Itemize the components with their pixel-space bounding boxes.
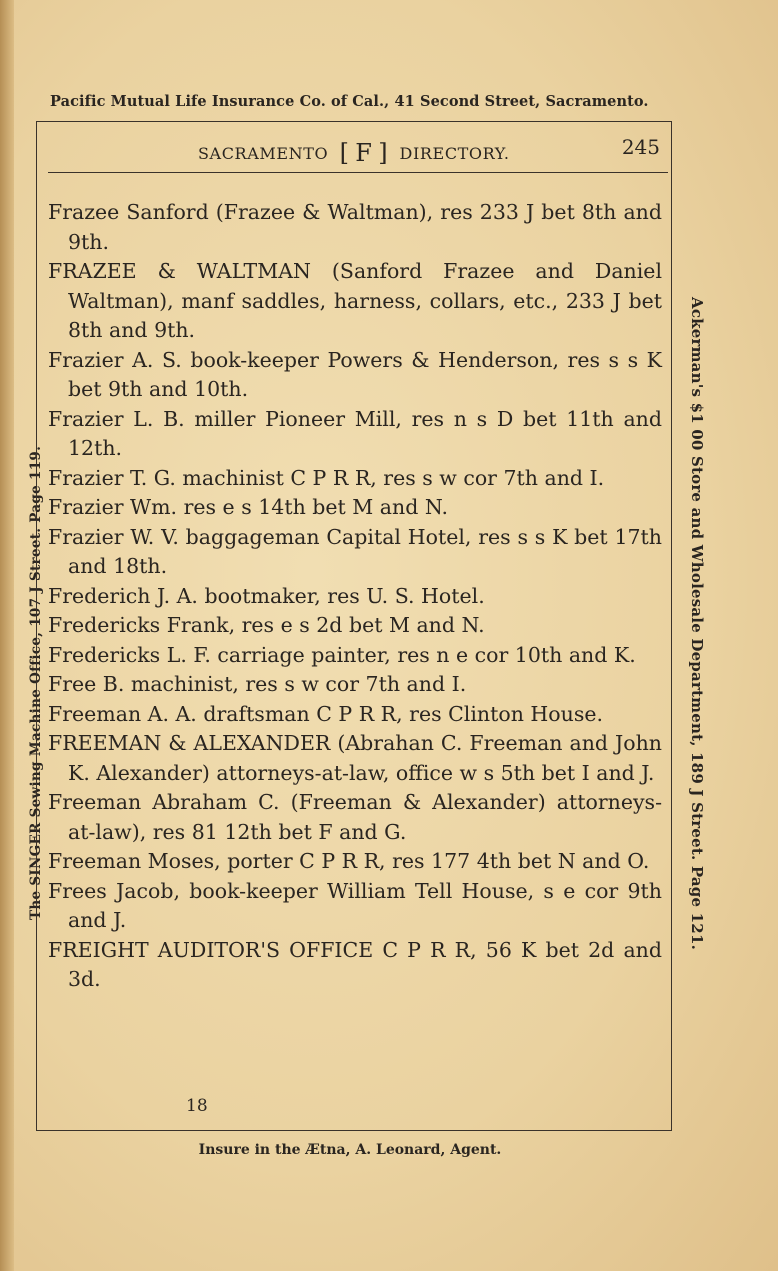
header-title <box>198 137 510 165</box>
bracket-open: [ <box>339 139 350 167</box>
header-section: DIRECTORY. <box>399 144 510 163</box>
header-rule <box>48 172 668 173</box>
directory-entry: Fredericks Frank, res e s 2d bet M and N. <box>48 613 485 637</box>
directory-entry: Frazier W. V. baggageman Capital Hotel, res s s K bet 17th and 18th. <box>48 524 662 578</box>
top-advertisement: Pacific Mutual Life Insurance Co. of Cal., 41 Second Street, Sacramento. <box>50 93 649 110</box>
directory-entry: Fredericks L. F. carriage painter, res n e cor 10th and K. <box>48 642 636 667</box>
directory-entry: Frederich J. A. bootmaker, res U. S. Hotel. <box>48 583 485 608</box>
directory-entry: Freeman Abraham C. (Freeman & Alexander) attorneys-at-law), res 81 12th bet F and G. <box>48 790 662 844</box>
directory-entry: Freeman Moses, porter C P R R, res 177 4th bet N and O. <box>48 849 650 873</box>
directory-entry: Frazee Sanford (Frazee & Waltman), res 233 J bet 8th and 9th. <box>48 200 662 254</box>
running-header <box>48 133 660 167</box>
directory-entry: Free B. machinist, res s w cor 7th and I. <box>48 672 467 696</box>
directory-entry: Freeman A. A. draftsman C P R R, res Clinton House. <box>48 701 604 726</box>
signature-mark: 18 <box>186 1096 208 1116</box>
left-advertisement: The SINGER Sewing Machine Office, 107 J Street. Page 119. <box>28 445 44 920</box>
directory-entry: Frees Jacob, book-keeper William Tell House, s e cor 9th and J. <box>48 878 662 932</box>
bracket-close: ] <box>378 139 389 167</box>
directory-entries <box>48 198 662 995</box>
binding-edge <box>0 0 14 1271</box>
header-city: SACRAMENTO <box>198 144 329 163</box>
directory-entry: FRAZEE & WALTMAN (Sanford Frazee and Daniel Waltman), manf saddles, harness, collars, etc., 233 J bet 8th and 9th. <box>48 259 662 342</box>
page-number: 245 <box>621 135 660 159</box>
directory-entry: Frazier Wm. res e s 14th bet M and N. <box>48 495 449 519</box>
directory-entry: FREEMAN & ALEXANDER (Abrahan C. Freeman and John K. Alexander) attorneys-at-law, office w s 5th bet I and J. <box>48 731 662 785</box>
right-advertisement: Ackerman's $1 00 Store and Wholesale Department, 189 J Street. Page 121. <box>688 297 706 950</box>
bottom-advertisement: Insure in the Ætna, A. Leonard, Agent. <box>198 1142 502 1158</box>
directory-entry: Frazier L. B. miller Pioneer Mill, res n s D bet 11th and 12th. <box>48 406 662 460</box>
header-letter: F <box>355 139 373 167</box>
directory-entry: FREIGHT AUDITOR'S OFFICE C P R R, 56 K bet 2d and 3d. <box>48 937 662 991</box>
directory-entry: Frazier A. S. book-keeper Powers & Henderson, res s s K bet 9th and 10th. <box>48 347 662 401</box>
directory-entry: Frazier T. G. machinist C P R R, res s w cor 7th and I. <box>48 465 605 490</box>
